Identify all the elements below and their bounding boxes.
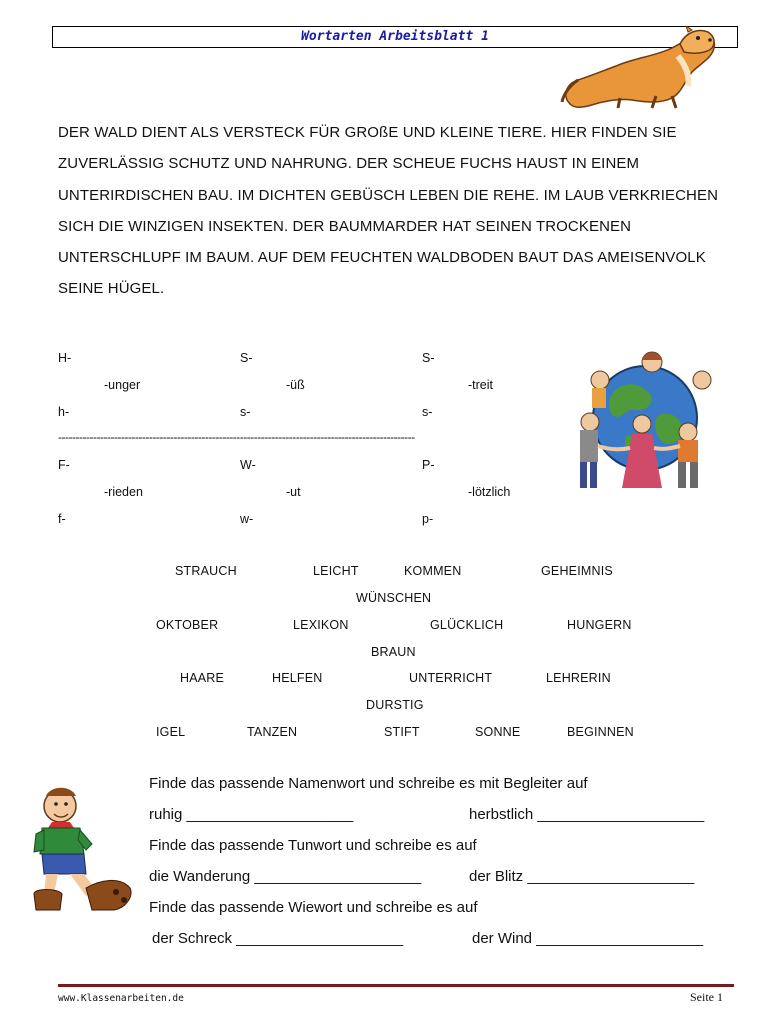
story-paragraph xyxy=(58,117,718,305)
dashed-separator: ------------------------------------------------------------------------------------------------------ xyxy=(58,430,415,444)
word-wuenschen: WÜNSCHEN xyxy=(356,591,432,605)
word-beginnen: BEGINNEN xyxy=(567,725,634,739)
footer-divider xyxy=(58,984,734,987)
word-stem: -rieden xyxy=(104,485,143,499)
story-line: SICH DIE WINZIGEN INSEKTEN. DER BAUMMARDER HAT SEINEN TROCKENEN xyxy=(58,217,632,235)
word-unterricht: UNTERRICHT xyxy=(409,671,493,685)
word-sonne: SONNE xyxy=(475,725,521,739)
story-line: ZUVERLÄSSIG SCHUTZ UND NAHRUNG. DER SCHEUE FUCHS HAUST IN EINEM xyxy=(58,155,640,173)
story-line: DER WALD DIENT ALS VERSTECK FÜR GROßE UND KLEINE TIERE. HIER FINDEN SIE xyxy=(58,124,677,141)
word-stem: -treit xyxy=(468,378,493,392)
letter-lower: w- xyxy=(240,512,254,526)
letter-upper: W- xyxy=(240,458,256,472)
word-geheimnis: GEHEIMNIS xyxy=(541,564,613,578)
task-item-ruhig: ruhig ____________________ xyxy=(149,806,354,823)
marten-illustration xyxy=(560,26,720,110)
task-instruction-nouns: Finde das passende Namenwort und schreibe es mit Begleiter auf xyxy=(149,775,588,792)
letter-lower: f- xyxy=(58,512,66,526)
word-igel: IGEL xyxy=(156,725,186,739)
task-item-schreck: der Schreck ____________________ xyxy=(152,930,404,947)
word-lexikon: LEXIKON xyxy=(293,618,349,632)
word-stem: -unger xyxy=(104,378,141,392)
word-stem: -üß xyxy=(286,378,305,392)
letter-lower: p- xyxy=(422,512,434,526)
word-kommen: KOMMEN xyxy=(404,564,462,578)
footer-website: www.Klassenarbeiten.de xyxy=(58,993,184,1004)
letter-upper: S- xyxy=(240,351,253,365)
word-stift: STIFT xyxy=(384,725,420,739)
worksheet-title: Wortarten Arbeitsblatt 1 xyxy=(52,26,738,48)
letter-upper: P- xyxy=(422,458,435,472)
word-haare: HAARE xyxy=(180,671,225,685)
task-instruction-verbs: Finde das passende Tunwort und schreibe es auf xyxy=(149,837,477,854)
story-line: UNTERSCHLUPF IM BAUM. AUF DEM FEUCHTEN WALDBODEN BAUT DAS AMEISENVOLK xyxy=(58,249,706,267)
word-braun: BRAUN xyxy=(371,645,416,659)
letter-lower: s- xyxy=(240,405,251,419)
task-instruction-adjectives: Finde das passende Wiewort und schreibe es auf xyxy=(149,899,478,916)
hiker-illustration xyxy=(30,784,140,920)
word-strauch: STRAUCH xyxy=(175,564,237,578)
word-leicht: LEICHT xyxy=(313,564,359,578)
word-stem: -lötzlich xyxy=(468,485,511,499)
globe-children-illustration xyxy=(570,350,720,496)
letter-upper: F- xyxy=(58,458,70,472)
word-durstig: DURSTIG xyxy=(366,698,424,712)
word-stem: -ut xyxy=(286,485,301,499)
story-line: UNTERIRDISCHEN BAU. IM DICHTEN GEBÜSCH LEBEN DIE REHE. IM LAUB VERKRIECHEN xyxy=(58,186,719,204)
letter-lower: h- xyxy=(58,405,70,419)
word-hungern: HUNGERN xyxy=(567,618,632,632)
task-item-herbstlich: herbstlich ____________________ xyxy=(469,806,705,823)
task-item-wind: der Wind ____________________ xyxy=(472,930,704,947)
letter-upper: S- xyxy=(422,351,435,365)
letter-upper: H- xyxy=(58,351,72,365)
word-oktober: OKTOBER xyxy=(156,618,219,632)
word-gluecklich: GLÜCKLICH xyxy=(430,618,504,632)
story-line: SEINE HÜGEL. xyxy=(58,280,165,298)
letter-lower: s- xyxy=(422,405,433,419)
footer-page-number: Seite 1 xyxy=(690,990,723,1004)
task-item-blitz: der Blitz ____________________ xyxy=(469,868,695,885)
task-item-wanderung: die Wanderung ____________________ xyxy=(149,868,422,885)
word-helfen: HELFEN xyxy=(272,671,323,685)
word-tanzen: TANZEN xyxy=(247,725,298,739)
word-lehrerin: LEHRERIN xyxy=(546,671,611,685)
